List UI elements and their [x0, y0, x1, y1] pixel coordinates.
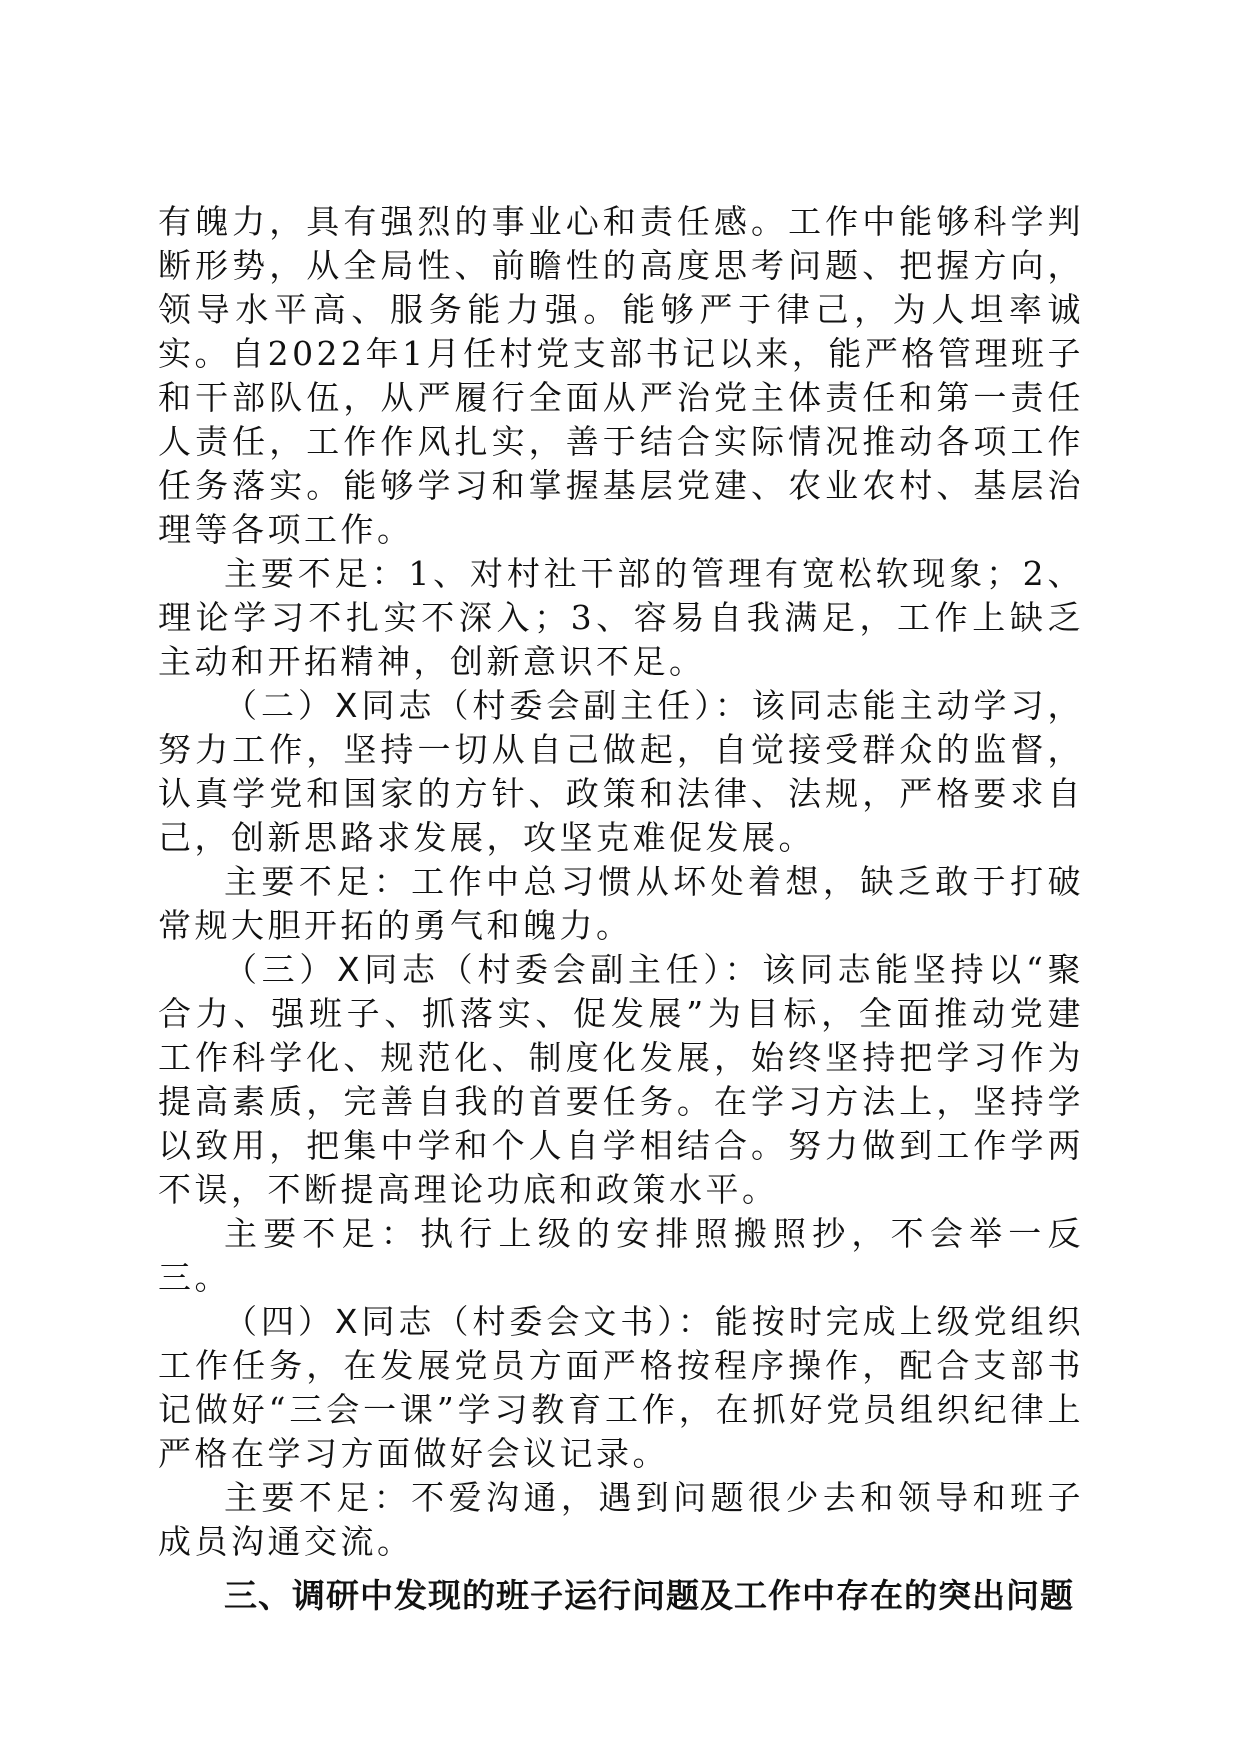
paragraph-clerk — [158, 1300, 1084, 1476]
paragraph-lead: （二）X同志（村委会副主任）： — [224, 686, 752, 725]
paragraph-lead: （三）X同志（村委会副主任）： — [224, 950, 763, 989]
paragraph-body: 该同志能主动学习，努力工作，坚持一切从自己做起，自觉接受群众的监督，认真学党和国家的方针、政策和法律、法规，严格要求自己，创新思路求发展，攻坚克难促发展。 — [158, 686, 1085, 857]
paragraph-body: 能按时完成上级党组织工作任务，在发展党员方面严格按程序操作，配合支部书记做好“三会一课”学习教育工作，在抓好党员组织纪律上严格在学习方面做好会议记录。 — [158, 1302, 1085, 1473]
paragraph-deputy-director-1 — [158, 684, 1084, 860]
paragraph-deputy-director-2 — [158, 948, 1084, 1212]
paragraph-deputy-director-2-shortcomings: 主要不足：执行上级的安排照搬照抄，不会举一反三。 — [158, 1214, 1084, 1297]
paragraph-deputy-director-1-shortcomings: 主要不足：工作中总习惯从坏处着想，缺乏敢于打破常规大胆开拓的勇气和魄力。 — [158, 862, 1084, 945]
paragraph-clerk-shortcomings: 主要不足：不爱沟通，遇到问题很少去和领导和班子成员沟通交流。 — [158, 1478, 1084, 1561]
paragraph-secretary-shortcomings: 主要不足：1、对村社干部的管理有宽松软现象；2、理论学习不扎实不深入；3、容易自我满足，工作上缺乏主动和开拓精神，创新意识不足。 — [158, 554, 1084, 681]
document-page — [158, 200, 1084, 1618]
section-heading: 三、调研中发现的班子运行问题及工作中存在的突出问题 — [224, 1576, 1074, 1615]
paragraph-secretary-continued: 有魄力，具有强烈的事业心和责任感。工作中能够科学判断形势，从全局性、前瞻性的高度思考问题、把握方向，领导水平高、服务能力强。能够严于律己，为人坦率诚实。自2022年1月任村党支部书记以来，能严格管理班子和干部队伍，从严履行全面从严治党主体责任和第一责任人责任，工作作风扎实，善于结合实际情况推动各项工作任务落实。能够学习和掌握基层党建、农业农村、基层治理等各项工作。 — [158, 202, 1084, 549]
paragraph-lead: （四）X同志（村委会文书）： — [224, 1302, 715, 1341]
paragraph-body: 该同志能坚持以“聚合力、强班子、抓落实、促发展”为目标，全面推动党建工作科学化、规范化、制度化发展，始终坚持把学习作为提高素质，完善自我的首要任务。在学习方法上，坚持学以致用，把集中学和个人自学相结合。努力做到工作学两不误，不断提高理论功底和政策水平。 — [158, 950, 1085, 1209]
